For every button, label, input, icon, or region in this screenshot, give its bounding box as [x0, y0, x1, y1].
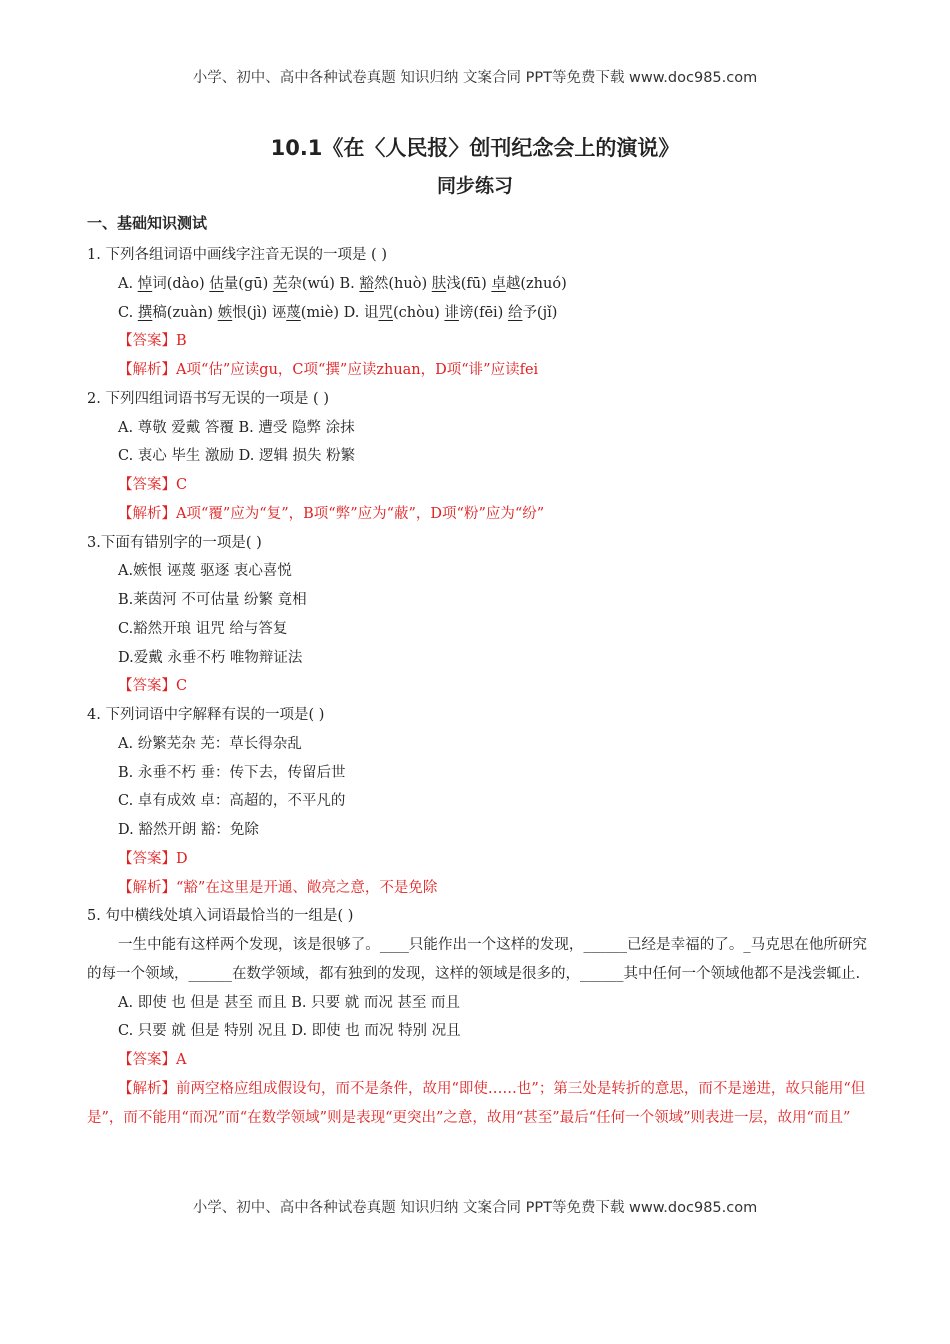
- text-segment: (chòu): [392, 304, 445, 321]
- question-line: [87, 385, 867, 414]
- text-segment: A. 尊敬 爱戴 答覆 B. 遭受 隐弊 涂抹: [118, 419, 355, 436]
- text-segment: 【答案】A: [118, 1052, 187, 1068]
- text-line: [87, 299, 867, 328]
- answer-line: [87, 672, 867, 701]
- underlined-char: 嫉: [217, 304, 233, 321]
- text-segment: C. 衷心 毕生 激励 D. 逻辑 损失 粉繁: [118, 448, 356, 465]
- underlined-char: 撰: [137, 304, 153, 321]
- text-segment: 恨(jì) 诬: [232, 304, 287, 321]
- text-segment: 5. 句中横线处填入词语最恰当的一组是( ): [87, 908, 354, 925]
- text-line: [87, 615, 867, 644]
- text-segment: 词(dào): [152, 275, 210, 292]
- text-segment: 【解析】“豁”在这里是开通、敞亮之意，不是免除: [118, 879, 438, 896]
- text-segment: C. 卓有成效 卓：高超的，不平凡的: [118, 793, 346, 810]
- text-segment: 然(huò): [373, 275, 432, 292]
- document-subtitle: 同步练习: [436, 175, 513, 197]
- text-segment: A.嫉恨 诬蔑 驱逐 衷心喜悦: [118, 563, 292, 580]
- underlined-char: 卓: [491, 275, 506, 292]
- text-segment: 浅(fū): [446, 275, 492, 292]
- text-segment: 3.下面有错别字的一项是( ): [87, 534, 262, 551]
- text-segment: C. 只要 就 但是 特别 况且 D. 即使 也 而况 特别 况且: [118, 1023, 461, 1040]
- text-segment: 4. 下列词语中字解释有误的一项是( ): [87, 707, 325, 723]
- text-segment: 稿(zuàn): [152, 304, 218, 321]
- text-line: [87, 989, 867, 1018]
- header-banner[interactable]: 小学、初中、高中各种试卷真题 知识归纳 文案合同 PPT等免费下载 www.doc985.com: [192, 70, 758, 86]
- text-segment: 谤(fēi): [458, 304, 508, 321]
- text-line: [87, 816, 867, 845]
- text-segment: 予(jǐ): [522, 304, 558, 321]
- text-segment: 一生中能有这样两个发现，该是很够了。____只能作出一个这样的发现，______已经是幸福的了。_马克思在他所研究的每一个领域，______在数学领域，都有独到的发现，这样的领域是很多的，______其中任何一个领域他都不是浅尝辄止.: [87, 937, 867, 982]
- footer-banner[interactable]: 小学、初中、高中各种试卷真题 知识归纳 文案合同 PPT等免费下载 www.doc985.com: [192, 1200, 758, 1216]
- underlined-char: 悼: [137, 275, 153, 292]
- text-line: [87, 442, 867, 471]
- text-line: [87, 1017, 867, 1046]
- text-segment: A. 纷繁芜杂 芜：草长得杂乱: [118, 735, 302, 752]
- text-line: [87, 414, 867, 443]
- text-segment: 【解析】前两空格应组成假设句，而不是条件，故用“即使……也”；第三处是转折的意思，而不是递进，故只能用“但是”，而不能用“而况”而“在数学领域”则是表现“更突出”之意，故用“甚至”最后“任何一个领域”则表进一层，故用“而且”: [87, 1080, 866, 1126]
- text-line: [87, 586, 867, 615]
- answer-line: [87, 845, 867, 874]
- text-segment: C.豁然开琅 诅咒 给与答复: [118, 620, 288, 637]
- text-segment: B.莱茵河 不可估量 纷繁 竟相: [118, 592, 307, 608]
- question-line: [87, 241, 867, 270]
- answer-line: [87, 874, 867, 903]
- text-segment: 越(zhuó): [505, 275, 567, 292]
- text-segment: A.: [118, 275, 138, 292]
- question-line: [87, 529, 867, 558]
- text-segment: 【答案】B: [118, 333, 187, 350]
- text-segment: (miè) D. 诅: [300, 304, 379, 321]
- text-segment: 【答案】C: [118, 477, 188, 493]
- text-segment: 量(gū): [223, 275, 273, 292]
- exercise-body: [87, 241, 867, 1132]
- text-line: [87, 931, 867, 989]
- answer-line: [87, 1075, 867, 1133]
- text-segment: 【答案】D: [118, 850, 188, 867]
- text-segment: A. 即使 也 但是 甚至 而且 B. 只要 就 而况 甚至 而且: [118, 994, 461, 1011]
- text-segment: D.爱戴 永垂不朽 唯物辩证法: [118, 649, 303, 666]
- text-segment: B. 永垂不朽 垂：传下去，传留后世: [118, 764, 346, 781]
- document-title: 10.1《在〈人民报〉创刊纪念会上的演说》: [270, 136, 680, 160]
- underlined-char: 蔑: [286, 304, 301, 321]
- answer-line: [87, 356, 867, 385]
- text-line: [87, 270, 867, 299]
- text-segment: 1. 下列各组词语中画线字注音无误的一项是 ( ): [87, 247, 387, 263]
- text-segment: 2. 下列四组词语书写无误的一项是 ( ): [87, 390, 329, 407]
- underlined-char: 估: [209, 275, 224, 292]
- text-line: [87, 644, 867, 673]
- answer-line: [87, 500, 867, 529]
- text-segment: C.: [118, 304, 138, 321]
- text-segment: 杂(wú) B.: [287, 275, 360, 292]
- text-line: [87, 759, 867, 788]
- underlined-char: 肤: [431, 275, 447, 292]
- text-segment: D. 豁然开朗 豁：免除: [118, 822, 259, 838]
- answer-line: [87, 327, 867, 356]
- text-line: [87, 730, 867, 759]
- question-line: [87, 701, 867, 730]
- underlined-char: 咒: [378, 304, 393, 321]
- text-segment: 【答案】C: [118, 678, 188, 695]
- underlined-char: 芜: [272, 275, 288, 292]
- question-line: [87, 902, 867, 931]
- answer-line: [87, 471, 867, 500]
- underlined-char: 给: [507, 304, 523, 321]
- answer-line: [87, 1046, 867, 1075]
- underlined-char: 诽: [444, 304, 459, 321]
- text-line: [87, 787, 867, 816]
- text-segment: 【解析】A项“估”应读gu，C项“撰”应读zhuan，D项“诽”应读fei: [118, 362, 539, 378]
- underlined-char: 豁: [359, 275, 374, 292]
- text-segment: 【解析】A项“覆”应为“复”，B项“弊”应为“蔽”，D项“粉”应为“纷”: [118, 505, 545, 522]
- section-heading: 一、基础知识测试: [87, 214, 208, 232]
- text-line: [87, 557, 867, 586]
